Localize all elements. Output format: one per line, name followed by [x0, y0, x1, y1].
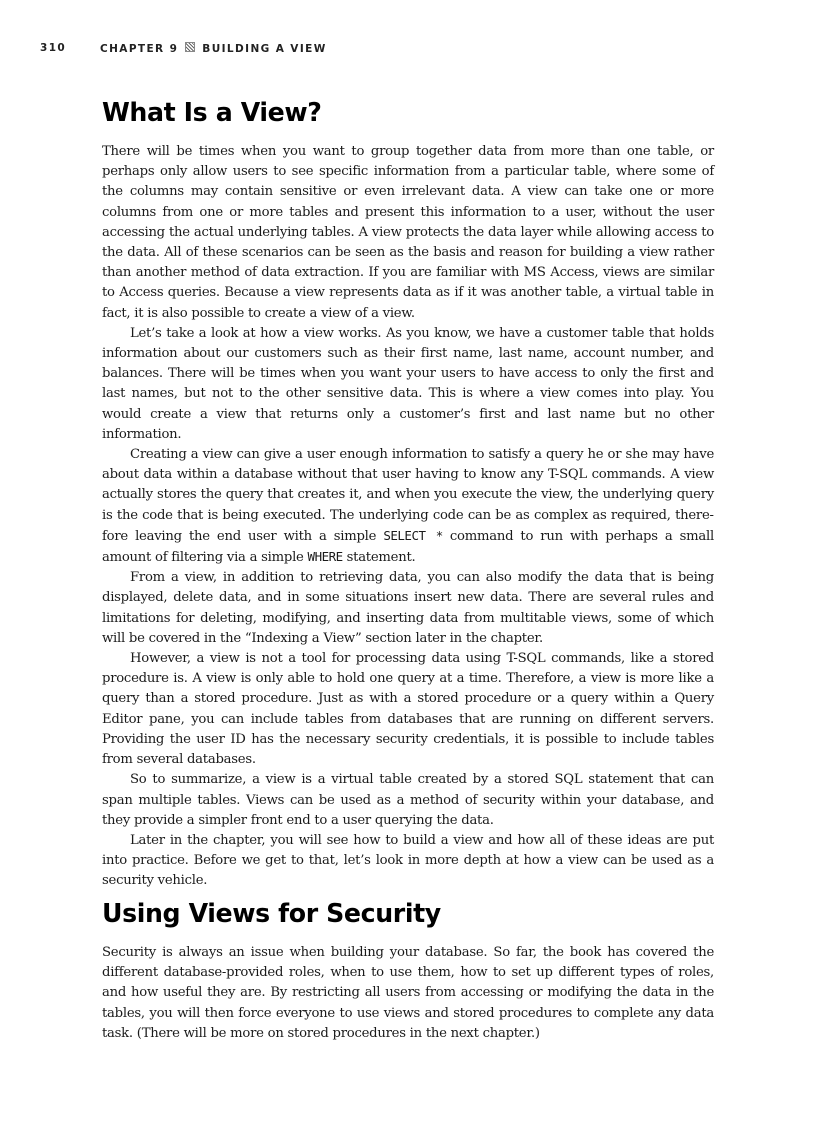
paragraph [102, 445, 714, 568]
chapter-number: CHAPTER 9 [100, 43, 179, 55]
running-header [40, 42, 776, 58]
paragraph: Later in the chapter, you will see how to build a view and how all of these ideas are put into practice. Before we get to that, let’s look in more depth at how a view can be used as a security vehicle. [102, 832, 714, 889]
paragraph: From a view, in addition to retrieving data, you can also modify the data that is being displayed, delete data, and in some situations insert new data. There are several rules and limitations for deleting, modifying, and inserting data from multitable views, some of which will be covered in the “Indexing a View” section later in the chapter. [102, 570, 714, 646]
paragraph-text: Creating a view can give a user enough information to satisfy a query he or she may have about data within a database without that user having to know any T-SQL commands. A view actually stores the query that creates it, and when you execute the view, the underlying query is the code that is being executed. The underlying code can be as complex as required, therefore leaving the end user with a simple [102, 447, 714, 544]
paragraph-text: statement. [342, 550, 416, 566]
chapter-title: BUILDING A VIEW [202, 43, 327, 55]
section-heading: What Is a View? [102, 98, 322, 128]
paragraph: However, a view is not a tool for processing data using T-SQL commands, like a stored procedure is. A view is only able to hold one query at a time. Therefore, a view is more like a query than a stored procedure. Just as with a stored procedure or a query within a Query Editor pane, you can include tables from databases that are running on different servers. Providing the user ID has the necessary security credentials, it is possible to include tables from several databases. [102, 651, 714, 768]
section-heading: Using Views for Security [102, 899, 441, 929]
section-what-is-a-view [102, 96, 714, 892]
page-number: 310 [40, 42, 67, 54]
chapter-label [100, 42, 327, 55]
paragraph: So to summarize, a view is a virtual table created by a stored SQL statement that can span multiple tables. Views can be used as a method of security within your database, and they provide a simpler front end to a user querying the data. [102, 772, 714, 828]
inline-code-where: WHERE [307, 549, 343, 565]
paragraph-text: command to run with perhaps a small amount of filtering via a simple [102, 528, 714, 566]
paragraph: Let’s take a look at how a view works. As you know, we have a customer table that holds information about our customers such as their first name, last name, account number, and balances. There will be times when you want your users to have access to only the first and last names, but not to the other sensitive data. This is where a view comes into play. You would create a view that returns only a customer’s first and last name but no other information. [102, 325, 714, 442]
paragraph: Security is always an issue when building your database. So far, the book has covered the different database-provided roles, when to use them, how to set up different types of roles, and how useful they are. By restricting all users from accessing or modifying the data in the tables, you will then force everyone to use views and stored procedures to complete any data task. (There will be more on stored procedures in the next chapter.) [102, 945, 714, 1041]
inline-code-select: SELECT * [383, 527, 443, 543]
section-using-views-for-security [102, 897, 714, 1044]
separator-square-icon [185, 42, 195, 52]
paragraph: There will be times when you want to group together data from more than one table, or perhaps only allow users to see specific information from a particular table, where some of the columns may contain sensitive or even irrelevant data. A view can take one or more columns from one or more tables and present this information to a user, without the user accessing the actual underlying tables. A view protects the data layer while allowing access to the data. All of these scenarios can be seen as the basis and reason for building a view rather than another method of data extraction. If you are familiar with MS Access, views are similar to Access queries. Because a view represents data as if it was another table, a virtual table in fact, it is also possible to create a view of a view. [102, 144, 714, 321]
